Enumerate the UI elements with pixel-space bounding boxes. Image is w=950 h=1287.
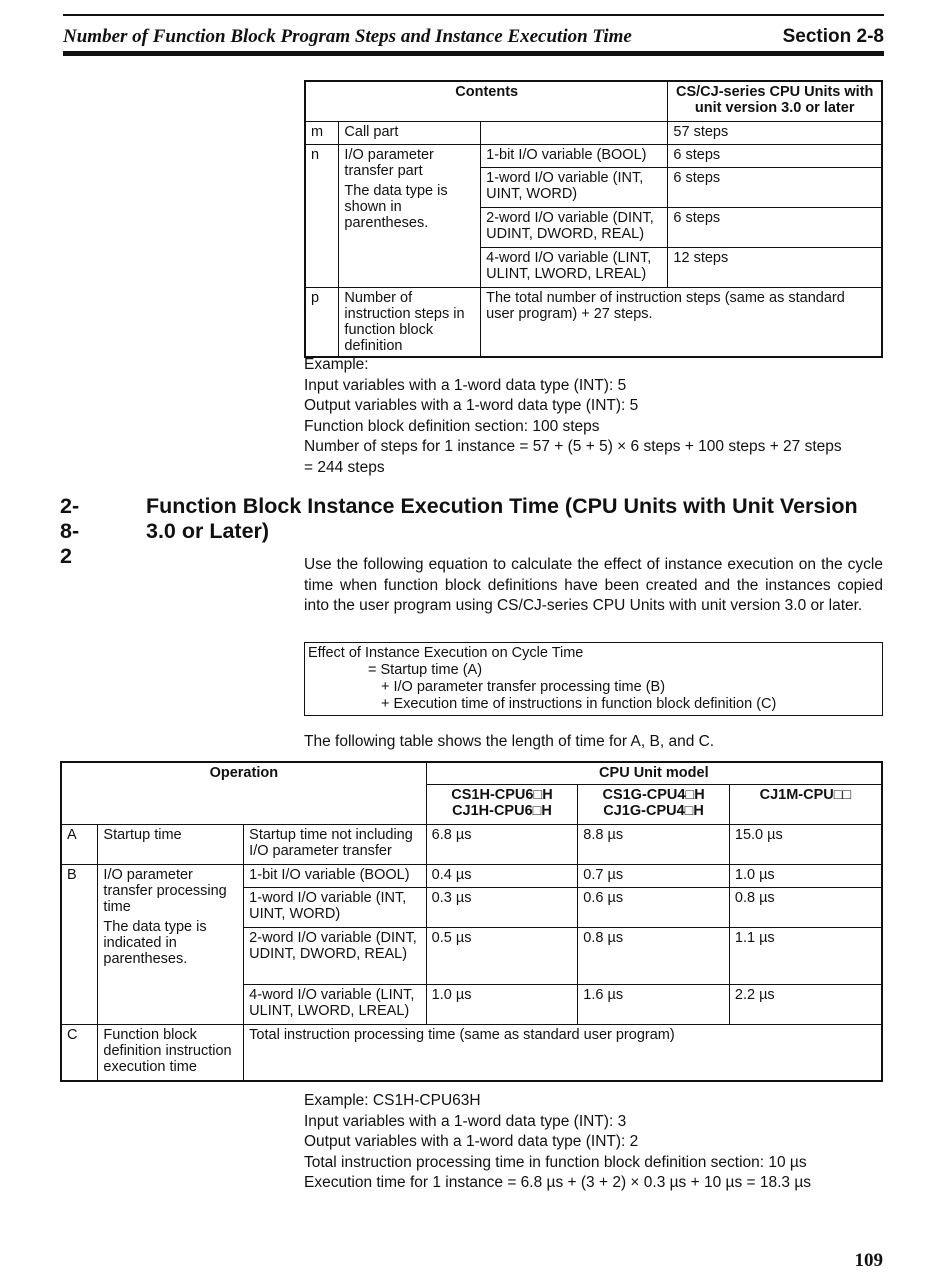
steps-row-value: The total number of instruction steps (same as standard user program) + 27 steps. <box>481 287 882 357</box>
steps-row-label: I/O parameter transfer part <box>344 146 434 179</box>
time-row-detail: Startup time not including I/O parameter transfer <box>244 824 427 864</box>
page-header <box>63 14 884 56</box>
steps-var: 4-word I/O variable (LINT, ULINT, LWORD, LREAL) <box>481 247 668 287</box>
equation-line: + Execution time of instructions in function block definition (C) <box>381 696 777 712</box>
equation-line: = Startup time (A) <box>368 662 483 678</box>
time-var: 2-word I/O variable (DINT, UDINT, DWORD, REAL) <box>244 927 427 984</box>
time-var: 4-word I/O variable (LINT, ULINT, LWORD, LREAL) <box>244 984 427 1024</box>
steps-head-cpu: CS/CJ-series CPU Units with unit version 3.0 or later <box>668 81 882 121</box>
steps-value: 12 steps <box>668 247 882 287</box>
steps-row-label: Number of instruction steps in function block definition <box>339 287 481 357</box>
steps-row-value: 57 steps <box>668 121 882 144</box>
time-value: 0.5 µs <box>426 927 578 984</box>
header-title: Number of Function Block Program Steps and Instance Execution Time <box>63 26 632 47</box>
time-value: 0.6 µs <box>578 887 730 927</box>
time-var: 1-word I/O variable (INT, UINT, WORD) <box>244 887 427 927</box>
example-line: Input variables with a 1-word data type (INT): 3 <box>304 1112 627 1130</box>
steps-var: 2-word I/O variable (DINT, UDINT, DWORD, REAL) <box>481 207 668 247</box>
time-value: 1.0 µs <box>426 984 578 1024</box>
time-value: 1.1 µs <box>729 927 882 984</box>
example-line: Input variables with a 1-word data type (INT): 5 <box>304 376 627 394</box>
time-row-label: I/O parameter transfer processing time <box>103 866 227 915</box>
time-head-model: CS1G-CPU4□H CJ1G-CPU4□H <box>578 784 730 824</box>
equation-line: + I/O parameter transfer processing time (B) <box>381 679 666 695</box>
time-row-note: The data type is indicated in parentheses. <box>103 918 207 967</box>
steps-row-note: The data type is shown in parentheses. <box>344 182 448 231</box>
example-line: Example: CS1H-CPU63H <box>304 1092 481 1109</box>
time-row-label-group <box>98 864 244 1024</box>
example-steps <box>304 355 883 478</box>
steps-head-contents: Contents <box>305 81 668 121</box>
equation-line: Effect of Instance Execution on Cycle Time <box>308 645 584 661</box>
steps-value: 6 steps <box>668 207 882 247</box>
time-head-operation: Operation <box>61 762 426 824</box>
section-number: 2-8-2 <box>60 494 80 568</box>
example-line: Output variables with a 1-word data type (INT): 5 <box>304 397 639 414</box>
header-bottom-rule <box>63 51 884 56</box>
page-number: 109 <box>854 1250 883 1271</box>
example-line: Number of steps for 1 instance = 57 + (5 + 5) × 6 steps + 100 steps + 27 steps <box>304 438 842 455</box>
time-head-cpu-model: CPU Unit model <box>426 762 882 784</box>
steps-value: 6 steps <box>668 167 882 207</box>
example-line: Function block definition section: 100 steps <box>304 417 600 435</box>
time-row-key: B <box>61 864 98 1024</box>
time-value: 1.6 µs <box>578 984 730 1024</box>
time-row-value: Total instruction processing time (same as standard user program) <box>244 1024 882 1081</box>
example-line: Execution time for 1 instance = 6.8 µs + (3 + 2) × 0.3 µs + 10 µs = 18.3 µs <box>304 1174 812 1191</box>
time-value: 2.2 µs <box>729 984 882 1024</box>
time-value: 8.8 µs <box>578 824 730 864</box>
steps-row-label: Call part <box>339 121 481 144</box>
section-title: Function Block Instance Execution Time (CPU Units with Unit Version 3.0 or Later) <box>146 494 858 543</box>
steps-var: 1-word I/O variable (INT, UINT, WORD) <box>481 167 668 207</box>
table-intro: The following table shows the length of time for A, B, and C. <box>304 733 715 750</box>
time-row-key: A <box>61 824 98 864</box>
time-head-model: CS1H-CPU6□H CJ1H-CPU6□H <box>426 784 578 824</box>
time-value: 0.8 µs <box>578 927 730 984</box>
steps-var: 1-bit I/O variable (BOOL) <box>481 144 668 167</box>
example-execution-time <box>304 1091 883 1194</box>
time-value: 0.4 µs <box>426 864 578 887</box>
time-value: 6.8 µs <box>426 824 578 864</box>
example-line: Example: <box>304 356 369 373</box>
time-row-label: Startup time <box>98 824 244 864</box>
time-var: 1-bit I/O variable (BOOL) <box>244 864 427 887</box>
example-line: Total instruction processing time in function block definition section: 10 µs <box>304 1153 807 1171</box>
steps-row-key: m <box>305 121 339 144</box>
steps-value: 6 steps <box>668 144 882 167</box>
steps-empty-cell <box>481 121 668 144</box>
equation-box <box>304 642 883 716</box>
steps-row-key: p <box>305 287 339 357</box>
steps-row-key: n <box>305 144 339 287</box>
steps-table <box>304 80 883 358</box>
time-row-label: Function block definition instruction execution time <box>98 1024 244 1081</box>
time-value: 0.7 µs <box>578 864 730 887</box>
execution-time-table <box>60 761 883 1082</box>
time-value: 0.3 µs <box>426 887 578 927</box>
time-head-model: CJ1M-CPU□□ <box>729 784 882 824</box>
example-line: Output variables with a 1-word data type (INT): 2 <box>304 1133 639 1150</box>
intro-paragraph: Use the following equation to calculate the effect of instance execution on the cycle time when function block definitions have been created and the instances copied into the user program using CS/CJ-series CPU Units with unit version 3.0 or later. <box>304 556 883 614</box>
time-value: 1.0 µs <box>729 864 882 887</box>
steps-row-label-group <box>339 144 481 287</box>
time-value: 0.8 µs <box>729 887 882 927</box>
example-line: = 244 steps <box>304 458 385 476</box>
time-value: 15.0 µs <box>729 824 882 864</box>
header-section: Section 2-8 <box>782 26 884 47</box>
time-row-key: C <box>61 1024 98 1081</box>
